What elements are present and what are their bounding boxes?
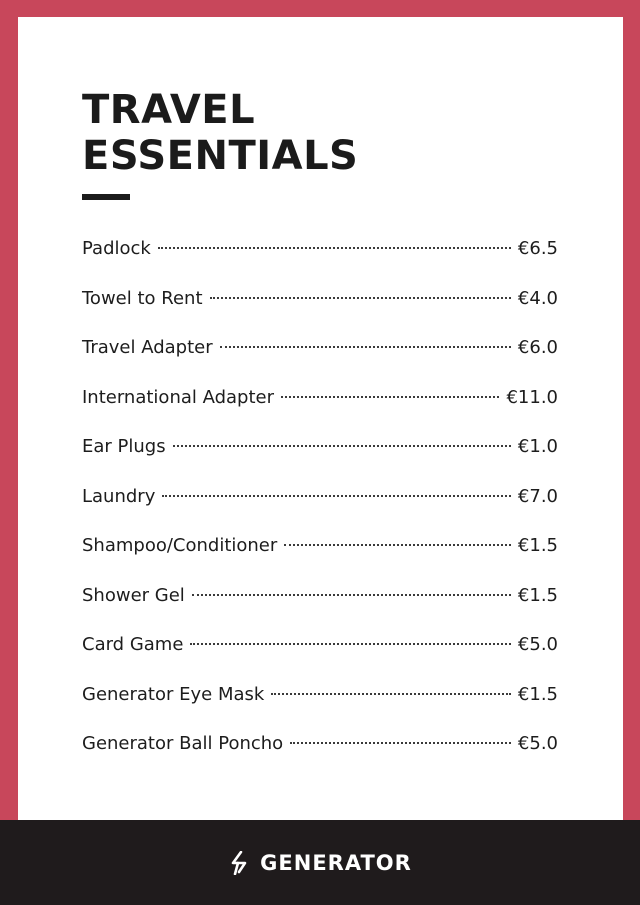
item-name: International Adapter <box>82 386 275 408</box>
list-item <box>82 528 558 578</box>
dot-leader <box>220 346 511 348</box>
brand-logo <box>228 851 412 875</box>
dot-leader <box>284 544 511 546</box>
dot-leader <box>290 742 511 744</box>
dot-leader <box>158 247 511 249</box>
dot-leader <box>173 445 511 447</box>
list-item <box>82 380 558 430</box>
item-name: Shampoo/Conditioner <box>82 535 278 556</box>
menu-card <box>18 17 623 820</box>
item-price: €11.0 <box>506 386 558 408</box>
item-price: €7.0 <box>517 485 558 507</box>
page-title <box>82 87 358 179</box>
item-price: €5.0 <box>517 634 558 655</box>
dot-leader <box>190 643 511 645</box>
item-price: €6.0 <box>517 337 558 358</box>
list-item <box>82 281 558 331</box>
dot-leader <box>281 396 499 398</box>
price-list <box>82 231 558 776</box>
list-item <box>82 330 558 380</box>
footer-bar <box>0 820 640 905</box>
dot-leader <box>162 495 511 497</box>
dot-leader <box>271 693 511 695</box>
item-name: Travel Adapter <box>82 337 213 358</box>
lightning-bolt-icon <box>228 851 250 875</box>
list-item <box>82 479 558 529</box>
list-item <box>82 726 558 776</box>
title-line-2: ESSENTIALS <box>82 133 359 179</box>
brand-name: GENERATOR <box>260 850 412 875</box>
item-price: €1.5 <box>517 535 558 556</box>
item-name: Card Game <box>82 634 184 655</box>
item-name: Generator Eye Mask <box>82 683 265 705</box>
item-price: €4.0 <box>517 287 558 309</box>
item-price: €6.5 <box>517 238 558 259</box>
item-name: Padlock <box>82 238 151 259</box>
list-item <box>82 677 558 727</box>
list-item <box>82 231 558 281</box>
list-item <box>82 627 558 677</box>
item-price: €1.5 <box>517 584 558 606</box>
item-name: Towel to Rent <box>82 287 203 309</box>
list-item <box>82 578 558 628</box>
item-price: €1.5 <box>517 683 558 705</box>
list-item <box>82 429 558 479</box>
dot-leader <box>192 594 511 596</box>
item-price: €5.0 <box>517 733 558 754</box>
title-underline <box>82 194 130 200</box>
item-name: Ear Plugs <box>82 436 166 457</box>
item-name: Generator Ball Poncho <box>82 733 284 754</box>
item-name: Shower Gel <box>82 584 185 606</box>
dot-leader <box>210 297 511 299</box>
title-line-1: TRAVEL <box>82 87 256 133</box>
item-price: €1.0 <box>517 436 558 457</box>
item-name: Laundry <box>82 485 156 507</box>
